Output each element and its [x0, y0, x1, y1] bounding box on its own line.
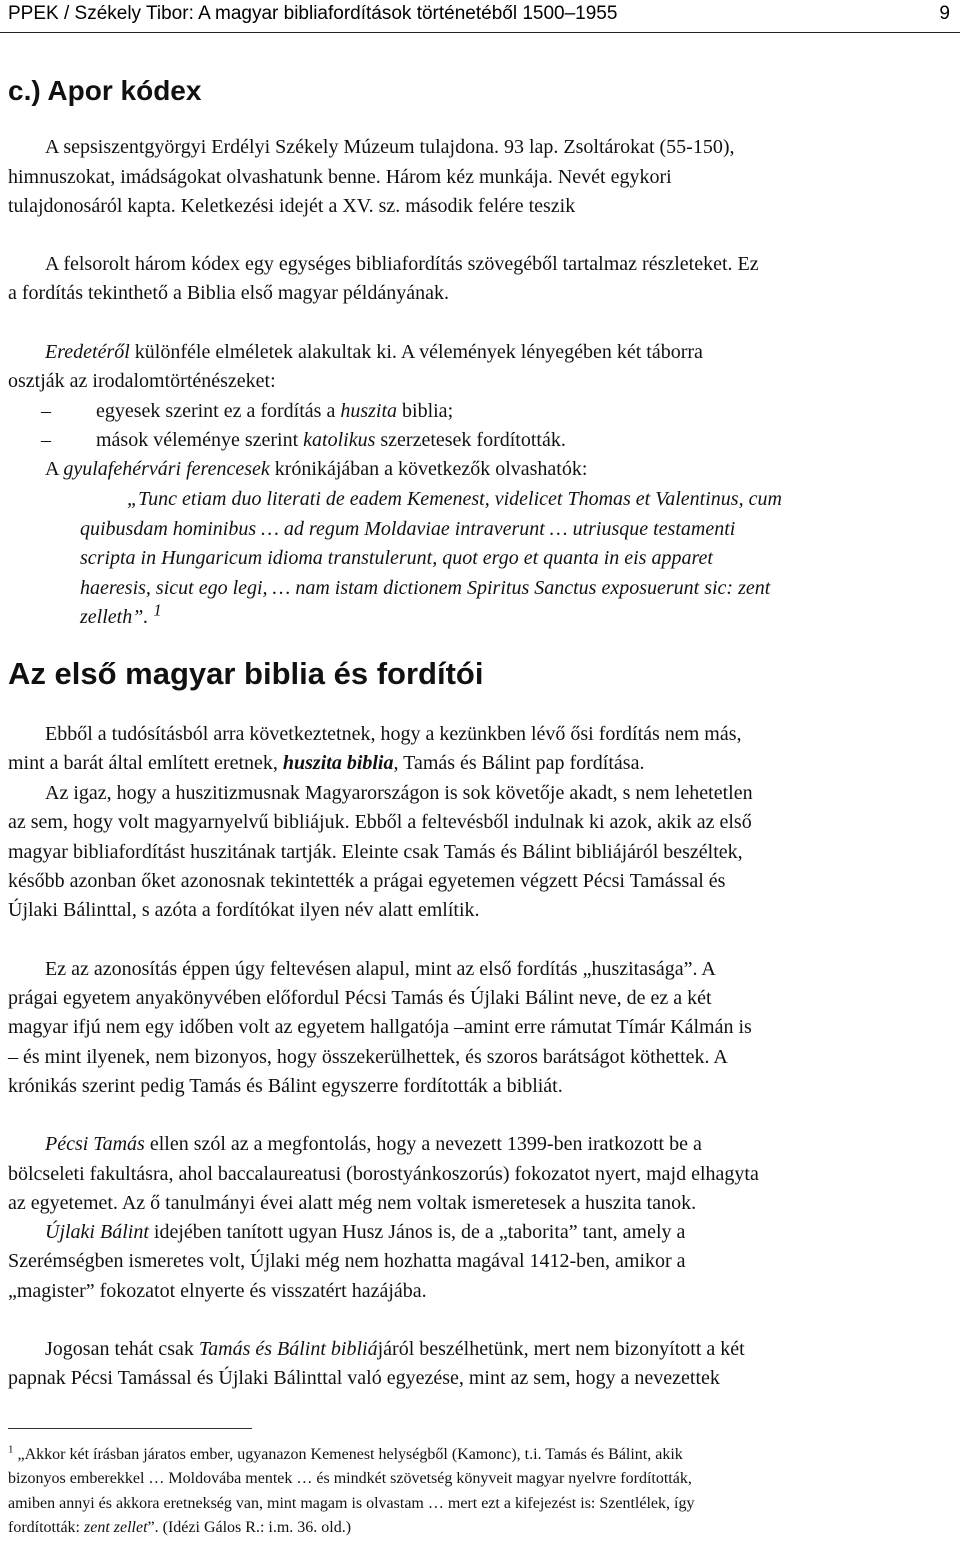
section-heading-first-bible: Az első magyar biblia és fordítói [8, 656, 484, 691]
paragraph-identification-line3: magyar ifjú nem egy időben volt az egyetem hallgatója –amint erre rámutat Tímár Kálmán is [8, 1016, 752, 1038]
page-number: 9 [939, 3, 950, 24]
paragraph-hussitism-line2: az sem, hogy volt magyarnyelvű bibliájuk. Ebből a feltevésből indulnak ki azok, akik az első [8, 811, 752, 833]
footnote-line1: $^1$ „Akkor két írásban járatos ember, ugyanazon Kemenest helységből (Kamonc), t.i. Tamás és Bálint, akik [8, 1443, 683, 1463]
paragraph-conclusion-line2: papnak Pécsi Tamással és Újlaki Bálinttal való egyezése, mint az sem, hogy a nevezettek [8, 1367, 720, 1389]
paragraph-identification-line4: – és mint ilyenek, nem bizonyos, hogy összekerülhettek, és szoros barátságot köthettek. A [8, 1046, 728, 1068]
paragraph-pecsi-tamas-line2: bölcseleti fakultásra, ahol baccalaureatusi (borostyánkoszorús) fokozatot nyert, majd elhagyta [8, 1163, 759, 1185]
paragraph-pecsi-tamas-line3: az egyetemet. Az ő tanulmányi évei alatt még nem voltak ismeretesek a huszita tanok. [8, 1192, 697, 1214]
paragraph-hussitism-line1: Az igaz, hogy a huszitizmusnak Magyarországon is sok követője akadt, s nem lehetetlen [45, 782, 753, 804]
section-heading-apor-kodex: c.) Apor kódex [8, 75, 202, 106]
footnote [8, 1443, 948, 1541]
paragraph-ujlaki-balint-line3: „magister” fokozatot elnyerte és visszatért hazájába. [8, 1280, 427, 1302]
quote-line5: zelleth”. $^1$ [80, 600, 162, 628]
paragraph-origin-line2: osztják az irodalomtörténészeket: [8, 370, 276, 392]
quote-line4: haeresis, sicut ego legi, … nam istam dictionem Spiritus Sanctus exposuerunt sic: zent [80, 577, 771, 599]
dash-marker: – [41, 400, 51, 422]
paragraph-chronicle-intro: A gyulafehérvári ferencesek krónikájában a következők olvashatók: [45, 458, 588, 480]
footnote-line4: fordították: zent zellet”. (Idézi Gálos R.: i.m. 36. old.) [8, 1519, 352, 1537]
quote-line1: „Tunc etiam duo literati de eadem Kemenest, videlicet Thomas et Valentinus, cum [127, 488, 782, 510]
quote-line2: quibusdam hominibus … ad regum Moldaviae intraverunt … utriusque testamenti [80, 518, 736, 540]
paragraph-pecsi-tamas-line1: Pécsi Tamás ellen szól az a megfontolás, hogy a nevezett 1399-ben iratkozott be a [45, 1133, 702, 1155]
paragraph-identification-line2: prágai egyetem anyakönyvében előfordul Pécsi Tamás és Újlaki Bálint neve, de ez a két [8, 987, 712, 1009]
paragraph-three-codices-line2: a fordítás tekinthető a Biblia első magyar példányának. [8, 282, 449, 304]
footnote-line3: amiben annyi és akkora eretnekség van, mint magam is olvastam … mert ezt a kifejezést is: Szentlélek, így [8, 1494, 695, 1512]
footnote-separator [8, 1428, 252, 1429]
paragraph-three-codices-line1: A felsorolt három kódex egy egységes bibliafordítás szövegéből tartalmaz részleteket. Ez [45, 253, 759, 275]
paragraph-apor-intro-line2: himnuszokat, imádságokat olvashatunk benne. Három kéz munkája. Nevét egykori [8, 166, 672, 188]
paragraph-report-line1: Ebből a tudósításból arra következtetnek, hogy a kezünkben lévő ősi fordítás nem más, [45, 723, 742, 745]
paragraph-conclusion-line1: Jogosan tehát csak Tamás és Bálint bibliájáról beszélhetünk, mert nem bizonyított a két [45, 1338, 745, 1360]
dash-marker: – [41, 429, 51, 451]
paragraph-identification-line1: Ez az azonosítás éppen úgy feltevésen alapul, mint az első fordítás „huszitasága”. A [45, 958, 716, 980]
list-item-huszita: – egyesek szerint ez a fordítás a huszita biblia; [96, 397, 453, 426]
footnote-line2: bizonyos emberekkel … Moldovába mentek … és mindkét szövetség könyveit magyar nyelvre fordították, [8, 1470, 692, 1488]
paragraph-hussitism-line5: Újlaki Bálinttal, s azóta a fordítókat ilyen név alatt említik. [8, 899, 480, 921]
page-header [0, 0, 960, 33]
paragraph-hussitism-line4: később azonban őket azonosnak tekintették a prágai egyetemen végzett Pécsi Tamással és [8, 870, 726, 892]
header-title: PPEK / Székely Tibor: A magyar bibliafordítások történetéből 1500–1955 [8, 3, 618, 24]
footnote-reference[interactable]: 1 [153, 600, 162, 620]
paragraph-apor-intro-line3: tulajdonosáról kapta. Keletkezési idejét a XV. sz. második felére teszik [8, 195, 576, 217]
paragraph-origin-line1: Eredetéről különféle elméletek alakultak ki. A vélemények lényegében két táborra [45, 341, 703, 363]
paragraph-report-line2: mint a barát által említett eretnek, huszita biblia, Tamás és Bálint pap fordítása. [8, 752, 645, 774]
paragraph-ujlaki-balint-line2: Szerémségben ismeretes volt, Újlaki még nem hozhatta magával 1412-ben, amikor a [8, 1250, 686, 1272]
footnote-number: 1 [8, 1443, 14, 1456]
paragraph-hussitism-line3: magyar bibliafordítást huszitának tartják. Eleinte csak Tamás és Bálint bibliájáról beszéltek, [8, 841, 743, 863]
list-item-katolikus: – mások véleménye szerint katolikus szerzetesek fordították. [96, 426, 566, 455]
paragraph-apor-intro-line1: A sepsiszentgyörgyi Erdélyi Székely Múzeum tulajdona. 93 lap. Zsoltárokat (55-150), [45, 136, 735, 158]
quote-line3: scripta in Hungaricum idioma transtulerunt, quot ergo et quanta in eis apparet [80, 547, 713, 569]
paragraph-ujlaki-balint-line1: Újlaki Bálint idejében tanított ugyan Husz János is, de a „taborita” tant, amely a [45, 1221, 686, 1243]
paragraph-identification-line5: krónikás szerint pedig Tamás és Bálint egyszerre fordították a bibliát. [8, 1075, 563, 1097]
